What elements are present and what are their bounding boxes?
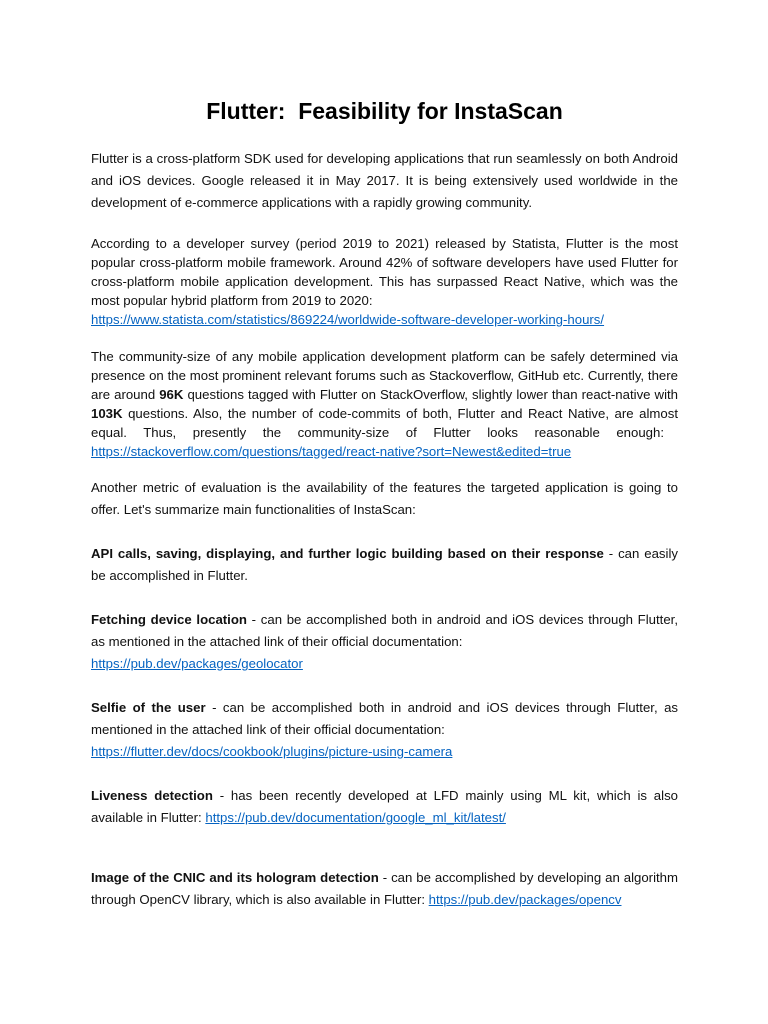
feature-location-text: - can be accomplished both in android and iOS devices through Flutter, as mentioned in the attached link of their official documentation: [91,612,678,649]
ml-kit-link[interactable]: https://pub.dev/documentation/google_ml_kit/latest/ [205,810,506,825]
metric-paragraph: Another metric of evaluation is the availability of the features the targeted application is going to offer. Let's summarize main functionalities of InstaScan: [91,480,678,517]
feature-liveness-paragraph [91,785,678,829]
community-text-2: questions tagged with Flutter on StackOverflow, slightly lower than react-native with [183,387,678,402]
document-title: Flutter: Feasibility for InstaScan [206,98,563,124]
feature-location-heading: Fetching device location [91,612,247,627]
feature-cnic-heading: Image of the CNIC and its hologram detection [91,870,379,885]
opencv-link[interactable]: https://pub.dev/packages/opencv [428,892,622,907]
community-bold-96k: 96K [159,387,184,402]
survey-text: According to a developer survey (period 2019 to 2021) released by Statista, Flutter is the most popular cross-platform mobile framework. Around 42% of software developers have used Flutter for cross-platform mobile application development. This has surpassed React Native, which was the most popular hybrid platform from 2019 to 2020: [91,236,678,308]
intro-paragraph: Flutter is a cross-platform SDK used for developing applications that run seamlessly on both Android and iOS devices. Google released it in May 2017. It is being extensively used worldwide in the development of e-commerce applications with a rapidly growing community. [91,151,678,210]
community-text-1: The community-size of any mobile application development platform can be safely determined via presence on the most prominent relevant forums such as Stackoverflow, GitHub etc. Currently, there are around [91,349,678,402]
feature-selfie-paragraph [91,697,678,763]
feature-api-text: - can easily be accomplished in Flutter. [91,546,678,583]
stackoverflow-link[interactable]: https://stackoverflow.com/questions/tagged/react-native?sort=Newest&edited=true [91,444,572,459]
survey-paragraph [91,234,678,329]
feature-api-paragraph [91,543,678,587]
feature-location-paragraph [91,609,678,675]
community-text-3: questions. Also, the number of code-commits of both, Flutter and React Native, are almost equal. Thus, presently the community-size of Flutter looks reasonable enough: [91,406,678,440]
feature-api-heading: API calls, saving, displaying, and further logic building based on their response [91,546,604,561]
feature-cnic-paragraph [91,867,678,911]
document-body [91,96,678,911]
feature-selfie-heading: Selfie of the user [91,700,206,715]
geolocator-link[interactable]: https://pub.dev/packages/geolocator [91,656,303,671]
statista-link[interactable]: https://www.statista.com/statistics/869224/worldwide-software-developer-working-hours/ [91,312,605,327]
feature-liveness-heading: Liveness detection [91,788,213,803]
camera-plugin-link[interactable]: https://flutter.dev/docs/cookbook/plugins/picture-using-camera [91,744,453,759]
community-bold-103k: 103K [91,406,123,421]
feature-cnic-text: - can be accomplished by developing an algorithm through OpenCV library, which is also available in Flutter: [91,870,678,907]
community-paragraph [91,347,678,461]
feature-selfie-text: - can be accomplished both in android and iOS devices through Flutter, as mentioned in the attached link of their official documentation: [91,700,678,737]
feature-liveness-text: - has been recently developed at LFD mainly using ML kit, which is also available in Flutter: [91,788,679,825]
